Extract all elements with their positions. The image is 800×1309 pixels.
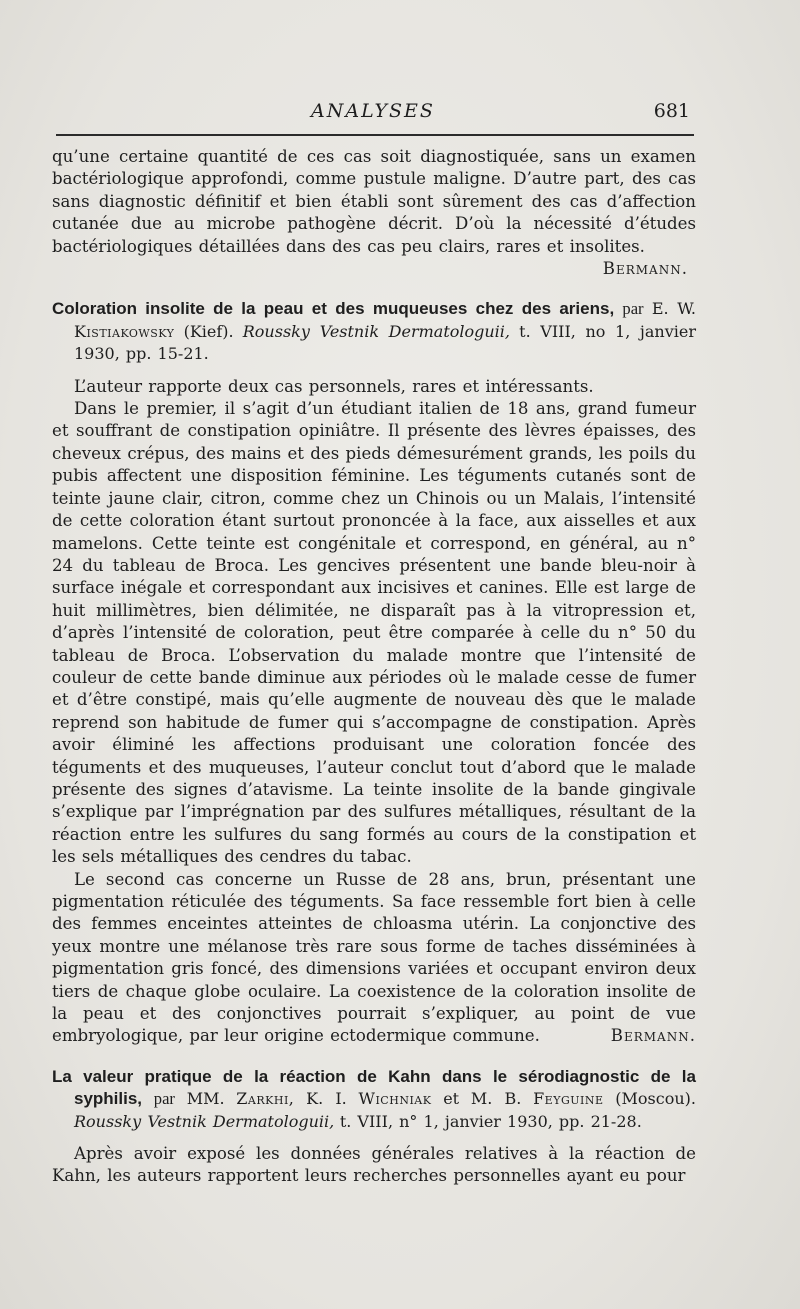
article-author: Feyguine [533, 1089, 604, 1109]
article-author-initials: K. I. [306, 1089, 347, 1109]
article-author: Kistiakowsky [74, 321, 175, 341]
article-journal: Rousskу Vestnik Dermatologuii, [242, 321, 510, 341]
article-par: par [153, 1089, 175, 1109]
article-author: Wichniak [358, 1089, 432, 1109]
article-paragraph-text: Le second cas concerne un Russe de 28 ans, brun, présentant une pigmentation réticulée des téguments. Sa face ressemble fort bien à celle des femmes enceintes atteintes de chloasma utérin. La conjonctive des yeux montre une mélanose très rare sous forme de taches disséminées à pigmentation gris foncé, des dimensions variées et occupant environ deux tiers de chaque globe oculaire. La coexistence de la coloration insolite de la peau et des conjonctives pourrait s’expliquer, au point de vue embryologique, par leur origine ectodermique commune. [52, 869, 696, 1046]
article-paragraph: Dans le premier, il s’agit d’un étudiant italien de 18 ans, grand fumeur et souffrant de constipation opiniâtre. Il présente des lèvres épaisses, des cheveux crépus, des mains et des pieds démesurément grands, les poils du pubis affectent une disposition féminine. Les téguments cutanés sont de teinte jaune clair, citron, comme chez un Chinois ou un Malais, l’intensité de cette coloration étant surtout prononcée à la face, aux aisselles et aux mamelons. Cette teinte est congénitale et correspond, en général, au n° 24 du tableau de Broca. Les gencives présentent une bande bleu-noir à surface inégale et correspondant aux incisives et canines. Elle est large de huit millimètres, bien délimitée, ne disparaît pas à la vitropression et, d’après l’intensité de coloration, peut être comparée à celle du n° 50 du tableau de Broca. L’observation du malade montre que l’intensité de couleur de cette bande diminue aux périodes où le malade cesse de fumer et d’être constipé, mais qu’elle augmente de nouveau dès que le malade reprend son habitude de fumer qui s’accompagne de constipation. Après avoir éliminé les affections produisant une coloration foncée des téguments et des muqueuses, l’auteur conclut tout d’abord que le malade présente des signes d’atavisme. La teinte insolite de la bande gingivale s’explique par l’imprégnation par des sulfures métalliques, résultant de la réaction entre les sulfures du sang formés au cours de la constipation et les sels métalliques des cendres du tabac. [52, 399, 696, 867]
article-title: Coloration insolite de la peau et des muqueuses chez des ariens, [52, 299, 615, 319]
article-citation: t. VIII, n° 1, janvier 1930, pp. 21-28. [339, 1111, 642, 1131]
article-location: (Moscou). [615, 1089, 696, 1109]
running-title: ANALYSES [311, 100, 435, 122]
article-par: par [622, 299, 644, 319]
article-authors-prefix: MM. [186, 1089, 225, 1109]
article-author: Zarkhi, [236, 1089, 295, 1109]
article-author-initials: M. B. [470, 1089, 522, 1109]
continuation-paragraph: qu’une certaine quantité de ces cas soit diagnostiquée, sans un examen bactériologique approfondi, comme pustule maligne. D’autre part, des cas sans diagnostic définitif et bien établi sont sûrement des cas d’affection cutanée due au microbe pathogène décrit. D’où la nécessité d’études bactériologiques détaillées dans des cas peu clairs, rares et insolites. [52, 147, 696, 256]
signature: Bermann. [602, 259, 688, 279]
page-content [52, 146, 696, 1188]
article-title: La valeur pratique de la réaction de Kahn dans le sérodiagnostic de la syphilis, [52, 1066, 696, 1109]
article-location: (Kief). [183, 321, 234, 341]
article-heading [52, 298, 696, 365]
article-and: et [443, 1089, 460, 1109]
article-paragraph: L’auteur rapporte deux cas personnels, rares et intéressants. [74, 376, 594, 396]
header-rule [56, 134, 694, 136]
article-journal: Rousskу Vestnik Dermatologuii, [74, 1111, 335, 1131]
article-paragraph-with-signature [52, 869, 696, 1048]
signature: Bermann. [610, 1026, 696, 1046]
article-author-initials: E. W. [651, 299, 696, 319]
article-citation: t. VIII, no 1, janvier 1930, pp. 15-21. [74, 321, 696, 364]
article-heading [52, 1066, 696, 1133]
page-header [56, 98, 690, 128]
page-number: 681 [653, 100, 690, 122]
article-paragraph: Après avoir exposé les données générales relatives à la réaction de Kahn, les auteurs rapportent leurs recherches personnelles ayant eu pour [52, 1144, 696, 1186]
